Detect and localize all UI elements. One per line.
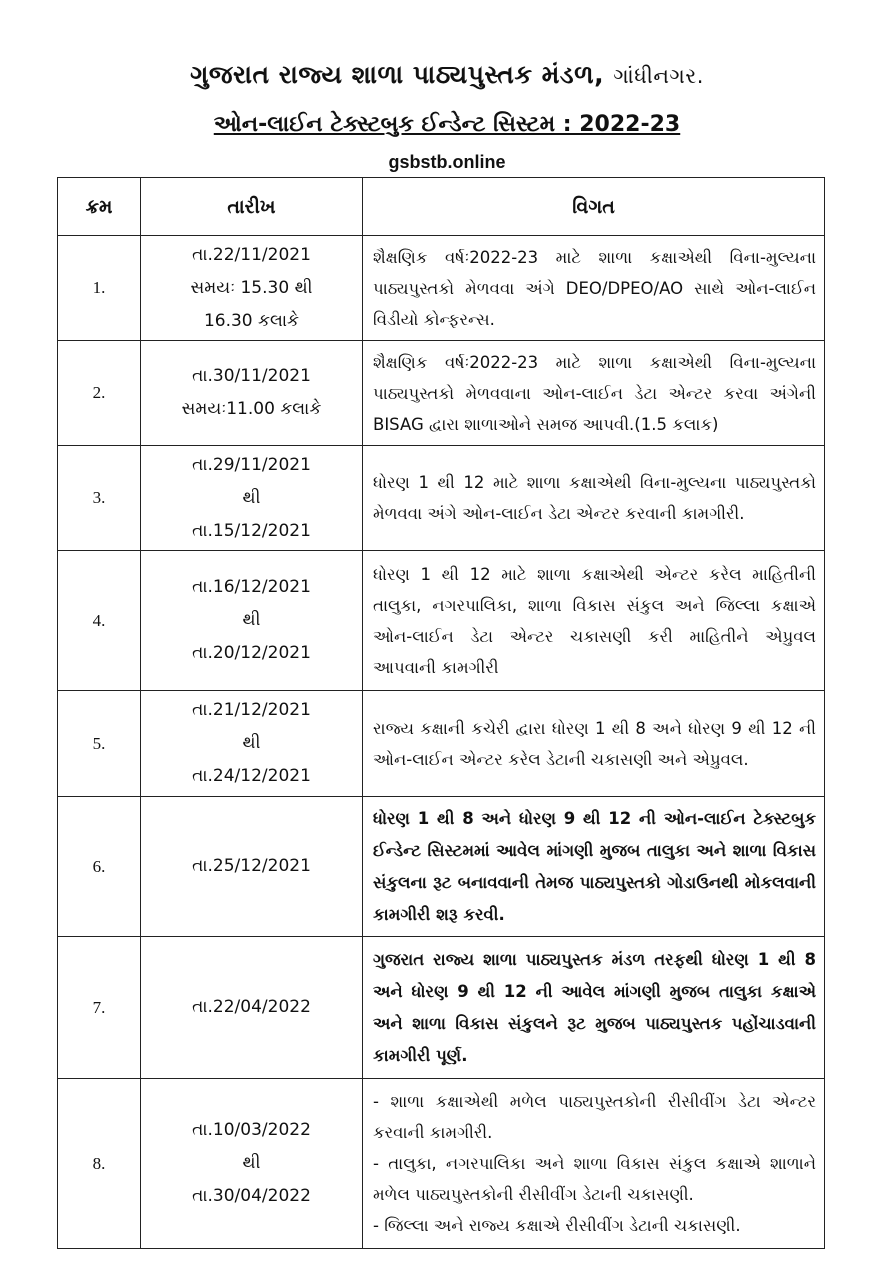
row-detail-cell [363, 341, 825, 446]
row-serial-number: 1. [58, 236, 141, 341]
table-header-row [58, 178, 825, 236]
row-serial-number: 7. [58, 937, 141, 1079]
column-header-date: તારીખ [141, 178, 363, 236]
row-date-line: થી [242, 1153, 261, 1173]
schedule-table [57, 177, 825, 1249]
row-detail-cell [363, 797, 825, 937]
table-row [58, 341, 825, 446]
row-date-line: તા.24/12/2021 [192, 766, 311, 786]
row-date-line: તા.20/12/2021 [192, 643, 311, 663]
row-detail-cell [363, 236, 825, 341]
row-date-cell [141, 341, 363, 446]
row-serial-number: 4. [58, 551, 141, 691]
row-date-cell [141, 551, 363, 691]
row-date-cell [141, 236, 363, 341]
row-date-line: તા.16/12/2021 [192, 577, 311, 597]
row-date-line: તા.29/11/2021 [192, 454, 311, 475]
row-serial-number: 5. [58, 691, 141, 797]
row-date-cell [141, 446, 363, 551]
table-row [58, 797, 825, 937]
row-date-line: તા.10/03/2022 [192, 1120, 311, 1140]
row-date-line: 16.30 કલાકે [203, 310, 300, 331]
table-row [58, 937, 825, 1079]
table-row [58, 691, 825, 797]
system-title: ઓન-લાઈન ટેક્સ્ટબુક ઈન્ડેન્ટ સિસ્ટમ : 2022-23 [213, 112, 681, 137]
row-detail-text: ગુજરાત રાજ્ય શાળા પાઠ્યપુસ્તક મંડળ તરફથી ધોરણ 1 થી 8 અને ધોરણ 9 થી 12 ની આવેલ માંગણી મુજબ તાલુકા કક્ષાએ અને શાળા વિકાસ સંકુલને રૂટ મુજબ પાઠ્યપુસ્તક પહોંચાડવાની કામગીરી પૂર્ણ. [373, 949, 816, 1065]
row-serial-number: 8. [58, 1079, 141, 1249]
row-date-line: સમયઃ11.00 કલાકે [181, 399, 322, 419]
row-detail-cell [363, 446, 825, 551]
page-title [0, 60, 894, 90]
row-date-line: તા.22/11/2021 [192, 244, 311, 265]
row-date-line: સમયઃ 15.30 થી [190, 277, 313, 298]
website-url: gsbstb.online [388, 152, 506, 172]
row-detail-text: રાજ્ય કક્ષાની કચેરી દ્વારા ધોરણ 1 થી 8 અને ધોરણ 9 થી 12 ની ઓન-લાઈન એન્ટર કરેલ ડેટાની ચકાસણી અને એપ્રુવલ. [373, 718, 816, 769]
column-header-serial: ક્રમ [58, 178, 141, 236]
row-date-line: તા.30/11/2021 [192, 366, 311, 386]
row-detail-cell [363, 551, 825, 691]
table-row [58, 446, 825, 551]
row-date-line: તા.25/12/2021 [192, 856, 311, 876]
row-serial-number: 3. [58, 446, 141, 551]
row-detail-cell [363, 937, 825, 1079]
row-date-line: તા.15/12/2021 [192, 520, 311, 541]
row-date-line: તા.22/04/2022 [192, 997, 311, 1017]
table-body [58, 236, 825, 1249]
column-header-detail: વિગત [363, 178, 825, 236]
table-row [58, 236, 825, 341]
row-date-cell [141, 797, 363, 937]
row-detail-text: ધોરણ 1 થી 8 અને ધોરણ 9 થી 12 ની ઓન-લાઈન ટેક્સ્ટબુક ઈન્ડેન્ટ સિસ્ટમમાં આવેલ માંગણી મુજબ તાલુકા અને શાળા વિકાસ સંકુલના રૂટ બનાવવાની તેમજ પાઠ્યપુસ્તકો ગોડાઉનથી મોકલવાની કામગીરી શરૂ કરવી. [373, 808, 816, 924]
row-date-cell [141, 937, 363, 1079]
row-serial-number: 2. [58, 341, 141, 446]
row-detail-text: શૈક્ષણિક વર્ષઃ2022-23 માટે શાળા કક્ષાએથી વિના-મુલ્યના પાઠ્યપુસ્તકો મેળવવા અંગે DEO/DPEO/AO સાથે ઓન-લાઈન વિડીયો કોન્ફરન્સ. [373, 247, 816, 329]
board-city: ગાંધીનગર. [613, 64, 704, 88]
row-date-cell [141, 1079, 363, 1249]
row-detail-text: શૈક્ષણિક વર્ષઃ2022-23 માટે શાળા કક્ષાએથી વિના-મુલ્યના પાઠ્યપુસ્તકો મેળવવાના ઓન-લાઈન ડેટા એન્ટર કરવા અંગેની BISAG દ્વારા શાળાઓને સમજ આપવી.(1.5 કલાક) [373, 352, 816, 434]
row-detail-cell [363, 691, 825, 797]
row-serial-number: 6. [58, 797, 141, 937]
board-name: ગુજરાત રાજ્ય શાળા પાઠ્યપુસ્તક મંડળ, [190, 60, 605, 89]
row-detail-text: ધોરણ 1 થી 12 માટે શાળા કક્ષાએથી એન્ટર કરેલ માહિતીની તાલુકા, નગરપાલિકા, શાળા વિકાસ સંકુલ અને જિલ્લા કક્ષાએ ઓન-લાઈન ડેટા એન્ટર ચકાસણી કરી માહિતીને એપ્રુવલ આપવાની કામગીરી [373, 564, 816, 677]
table-row [58, 551, 825, 691]
row-detail-text: - શાળા કક્ષાએથી મળેલ પાઠ્યપુસ્તકોની રીસીવીંગ ડેટા એન્ટર કરવાની કામગીરી. [373, 1092, 816, 1142]
table-row [58, 1079, 825, 1249]
row-date-line: થી [242, 487, 261, 508]
row-date-line: થી [242, 733, 261, 753]
row-detail-text: - જિલ્લા અને રાજ્ય કક્ષાએ રીસીવીંગ ડેટાની ચકાસણી. [373, 1216, 741, 1235]
row-date-line: થી [242, 610, 261, 630]
row-detail-text: - તાલુકા, નગરપાલિકા અને શાળા વિકાસ સંકુલ કક્ષાએ શાળાને મળેલ પાઠ્યપુસ્તકોની રીસીવીંગ ડેટાની ચકાસણી. [373, 1154, 816, 1204]
row-date-line: તા.30/04/2022 [192, 1186, 311, 1206]
row-detail-cell [363, 1079, 825, 1249]
row-date-line: તા.21/12/2021 [192, 700, 311, 720]
row-date-cell [141, 691, 363, 797]
page-subtitle [0, 112, 894, 137]
row-detail-text: ધોરણ 1 થી 12 માટે શાળા કક્ષાએથી વિના-મુલ્યના પાઠ્યપુસ્તકો મેળવવા અંગે ઓન-લાઈન ડેટા એન્ટર કરવાની કામગીરી. [373, 473, 816, 523]
